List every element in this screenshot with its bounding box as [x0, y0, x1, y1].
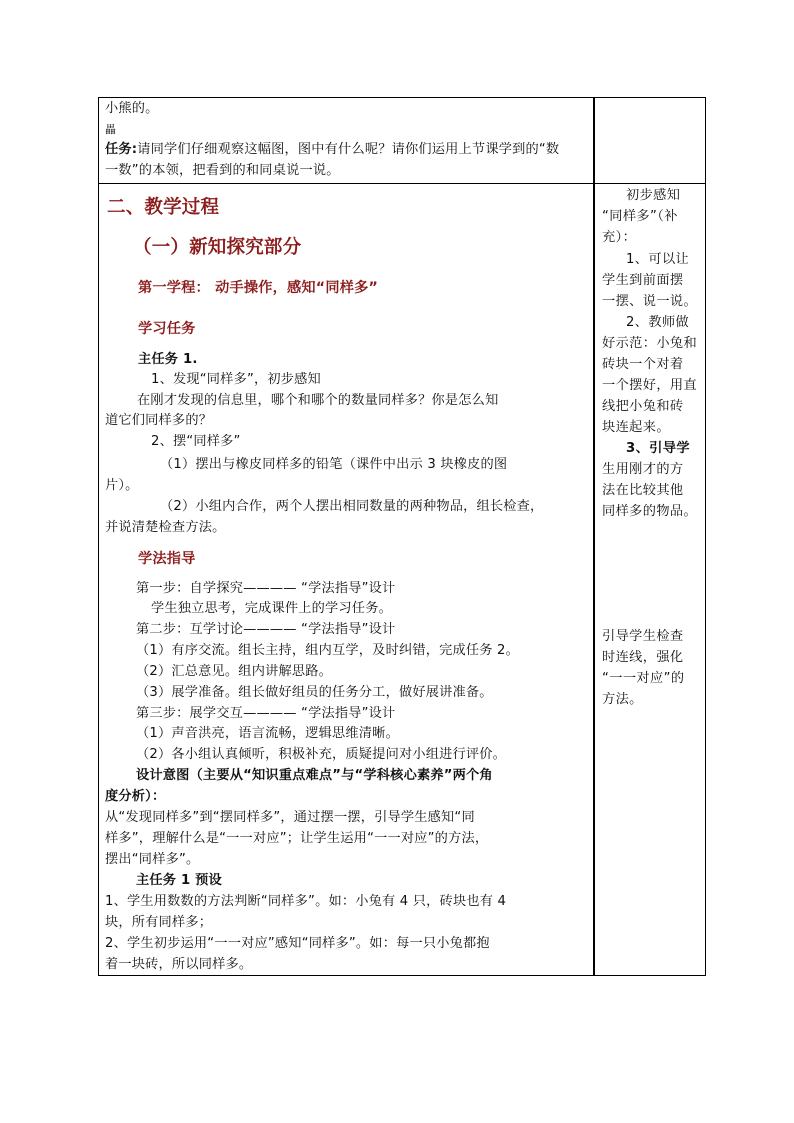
side-note-line: 同样多的物品。 [602, 504, 698, 519]
task-line-2: 一数”的本领，把看到的和同桌说一说。 [105, 163, 340, 178]
side-note-line: 一摆、说一说。 [602, 294, 698, 309]
design-line: 摆出“同样多”。 [105, 852, 200, 867]
side-note-line: 初步感知 [626, 188, 681, 203]
learning-task-heading: 学习任务 [138, 321, 196, 337]
side-note2-line: 引导学生检查 [602, 629, 684, 644]
body-line: 在刚才发现的信息里，哪个和哪个的数量同样多？你是怎么知 [137, 393, 499, 408]
preset-line: 块，所有同样多； [105, 915, 213, 930]
side-note-line: 线把小兔和砖 [602, 399, 684, 414]
body-line: （2）小组内合作，两个人摆出相同数量的两种物品，组长检查， [160, 499, 544, 514]
task-text: 请同学们仔细观察这幅图，图中有什么呢？请你们运用上节课学到的“数 [137, 142, 560, 157]
side-note2-line: 时连线，强化 [602, 650, 684, 665]
guide-line: 第一步：自学探究———— “学法指导”设计 [136, 581, 396, 596]
preset-line: 1、学生用数数的方法判断“同样多”。如：小兔有 4 只，砖块也有 4 [105, 894, 507, 909]
side-note2-line: 方法。 [602, 692, 643, 707]
guide-line: （2）各小组认真倾听，积极补充，质疑提问对小组进行评价。 [136, 747, 507, 762]
body-line: 片）。 [105, 478, 139, 493]
design-intent-heading: 设计意图（主要从“知识重点难点”与“学科核心素养”两个角 [136, 768, 493, 783]
side-note-line: 块连起来。 [602, 420, 670, 435]
guide-line: 第二步：互学讨论———— “学法指导”设计 [136, 622, 396, 637]
side-note2-line: “一一对应”的 [602, 671, 685, 686]
top-text-line: 小熊的。 [105, 101, 159, 116]
preset-heading: 主任务 1 预设 [136, 873, 222, 888]
column-divider [593, 98, 595, 975]
guide-heading: 学法指导 [138, 551, 196, 567]
main-task-heading: 主任务 1. [138, 352, 198, 367]
row-divider [99, 183, 705, 184]
guide-line: 学生独立思考，完成课件上的学习任务。 [151, 601, 392, 616]
guide-line: 第三步：展学交互———— “学法指导”设计 [136, 706, 396, 721]
body-line: 1、发现“同样多”，初步感知 [151, 372, 321, 387]
body-line: （1）摆出与橡皮同样多的铅笔（课件中出示 3 块橡皮的图 [160, 457, 508, 472]
design-intent-heading-2: 度分析）： [105, 789, 166, 804]
side-note-line: 学生到前面摆 [602, 273, 684, 288]
guide-line: （1）声音洪亮，语言流畅，逻辑思维清晰。 [136, 726, 399, 741]
side-note-line: 生用刚才的方 [602, 462, 684, 477]
side-note-line: “同样多”（补 [602, 209, 678, 224]
side-note-line: 充）： [602, 230, 637, 245]
side-note-line: 砖块一个对着 [602, 357, 684, 372]
body-line: 道它们同样多的？ [105, 413, 213, 428]
section-title: 二、教学过程 [107, 197, 220, 218]
task-label: 任务: [105, 142, 138, 157]
side-note-line: 1、可以让 [626, 252, 690, 267]
side-note-line: 好示范：小兔和 [602, 336, 698, 351]
design-line: 样多”，理解什么是“一一对应”；让学生运用“一一对应”的方法， [105, 831, 489, 846]
side-note-line: 法在比较其他 [602, 483, 684, 498]
top-text-glyph: 畾 [105, 123, 117, 136]
body-line: 2、摆“同样多” [151, 434, 241, 449]
subsection-title: （一）新知探究部分 [133, 237, 302, 258]
side-note-line: 一个摆好，用直 [602, 378, 698, 393]
guide-line: （2）汇总意见。组内讲解思路。 [136, 664, 333, 679]
design-line: 从“发现同样多”到“摆同样多”，通过摆一摆，引导学生感知“同 [105, 810, 475, 825]
task-line [105, 141, 559, 159]
stage-title: 第一学程： 动手操作，感知“同样多” [138, 280, 379, 296]
side-note-line: 2、教师做 [626, 315, 690, 330]
guide-line: （1）有序交流。组长主持，组内互学，及时纠错，完成任务 2。 [136, 643, 520, 658]
side-note-line: 3、引导学 [626, 441, 690, 456]
body-line: 并说清楚检查方法。 [105, 520, 226, 535]
preset-line: 着一块砖，所以同样多。 [105, 957, 253, 972]
guide-line: （3）展学准备。组长做好组员的任务分工，做好展讲准备。 [136, 685, 493, 700]
preset-line: 2、学生初步运用“一一对应”感知“同样多”。如：每一只小兔都抱 [105, 936, 490, 951]
